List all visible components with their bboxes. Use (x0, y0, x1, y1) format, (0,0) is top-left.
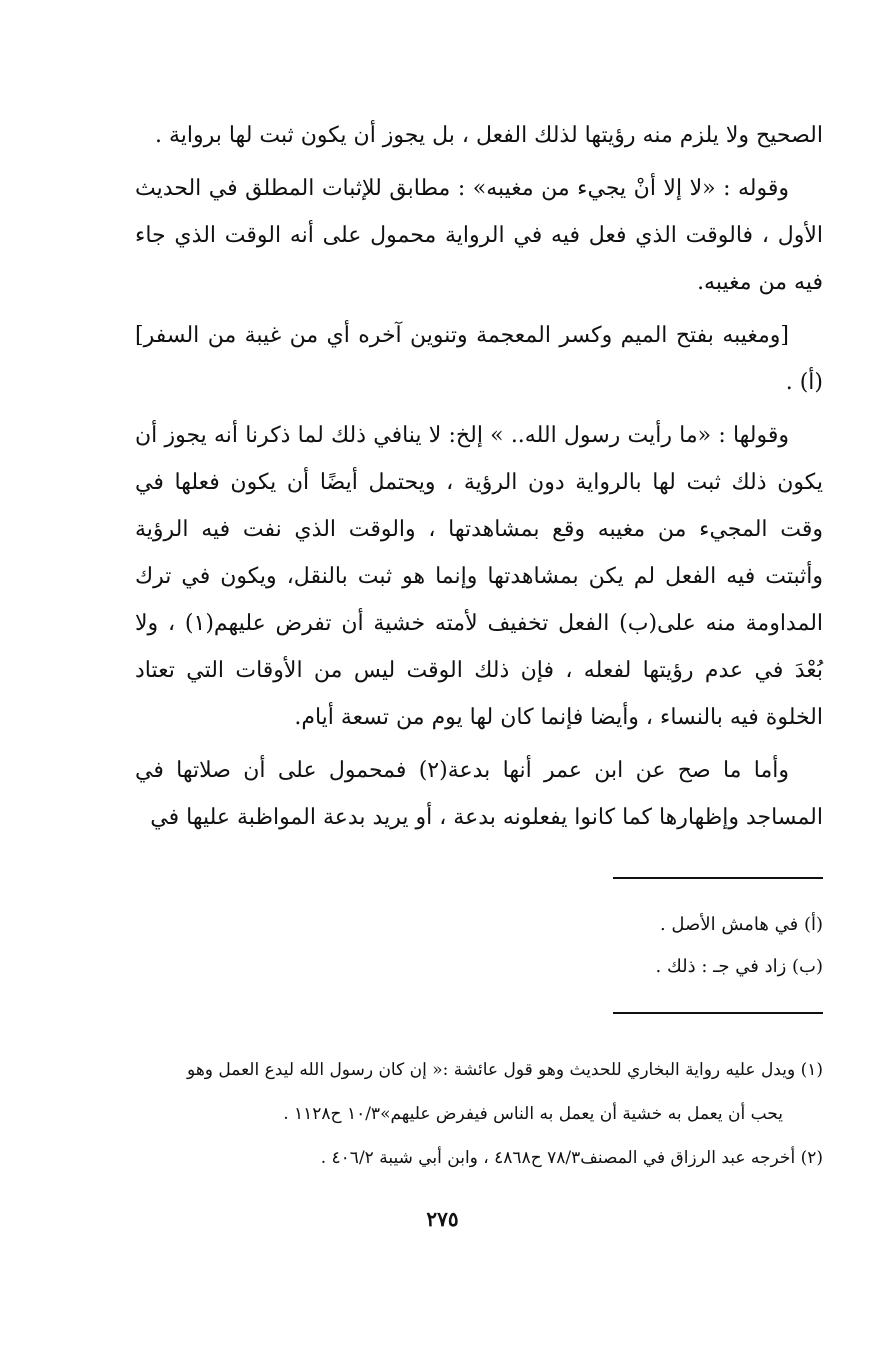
numbered-footnote-1-continuation: يحب أن يعمل به خشية أن يعمل به الناس فيفرض عليهم»١٠/٣ ح١١٢٨ . (283, 1104, 783, 1124)
paragraph-1: الصحيح ولا يلزم منه رؤيتها لذلك الفعل ، بل يجوز أن يكون ثبت لها برواية . (154, 123, 823, 148)
main-text (135, 112, 823, 847)
letter-footnote-b: (ب) زاد في جـ : ذلك . (655, 956, 823, 977)
paragraph-2: وقوله : «لا إلا أنْ يجيء من مغيبه» : مطابق للإثبات المطلق في الحديث الأول ، فالوقت الذي فعل فيه في الرواية محمول على أنه الوقت الذي جاء فيه من مغيبه. (135, 176, 823, 295)
numbered-footnotes (135, 1050, 823, 1182)
paragraph-3: [ومغيبه بفتح الميم وكسر المعجمة وتنوين آخره أي من غيبة من السفر](أ) . (135, 323, 823, 395)
page-number: ٢٧٥ (426, 1207, 459, 1231)
footnote-separator-top (613, 877, 823, 879)
letter-footnote-a: (أ) في هامش الأصل . (659, 914, 823, 935)
letter-footnotes (135, 904, 823, 988)
paragraph-4: وقولها : «ما رأيت رسول الله.. » إلخ: لا ينافي ذلك لما ذكرنا أنه يجوز أن يكون ذلك ثبت لها بالرواية دون الرؤية ، ويحتمل أيضًا أن يكون فعلها في وقت المجيء من مغيبه وقع بمشاهدتها ، والوقت الذي نفت فيه الرؤية وأثبتت فيه الفعل لم يكن بمشاهدتها وإنما هو ثبت بالنقل، ويكون في ترك المداومة منه على(ب) الفعل تخفيف لأمته خشية أن تفرض عليهم(١) ، ولا بُعْدَ في عدم رؤيتها لفعله ، فإن ذلك الوقت ليس من الأوقات التي تعتاد الخلوة فيه بالنساء ، وأيضا فإنما كان لها يوم من تسعة أيام. (135, 423, 824, 730)
paragraph-5: وأما ما صح عن ابن عمر أنها بدعة(٢) فمحمول على أن صلاتها في المساجد وإظهارها كما كانوا يفعلونه بدعة ، أو يريد بدعة المواظبة عليها في (135, 758, 823, 830)
numbered-footnote-1: (١) ويدل عليه رواية البخاري للحديث وهو قول عائشة :« إن كان رسول الله ليدع العمل وهو (187, 1060, 823, 1080)
footnote-separator-bottom (613, 1012, 823, 1014)
numbered-footnote-2: (٢) أخرجه عبد الرزاق في المصنف٧٨/٣ ح٤٨٦٨ ، وابن أبي شيبة ٤٠٦/٢ . (320, 1148, 823, 1168)
